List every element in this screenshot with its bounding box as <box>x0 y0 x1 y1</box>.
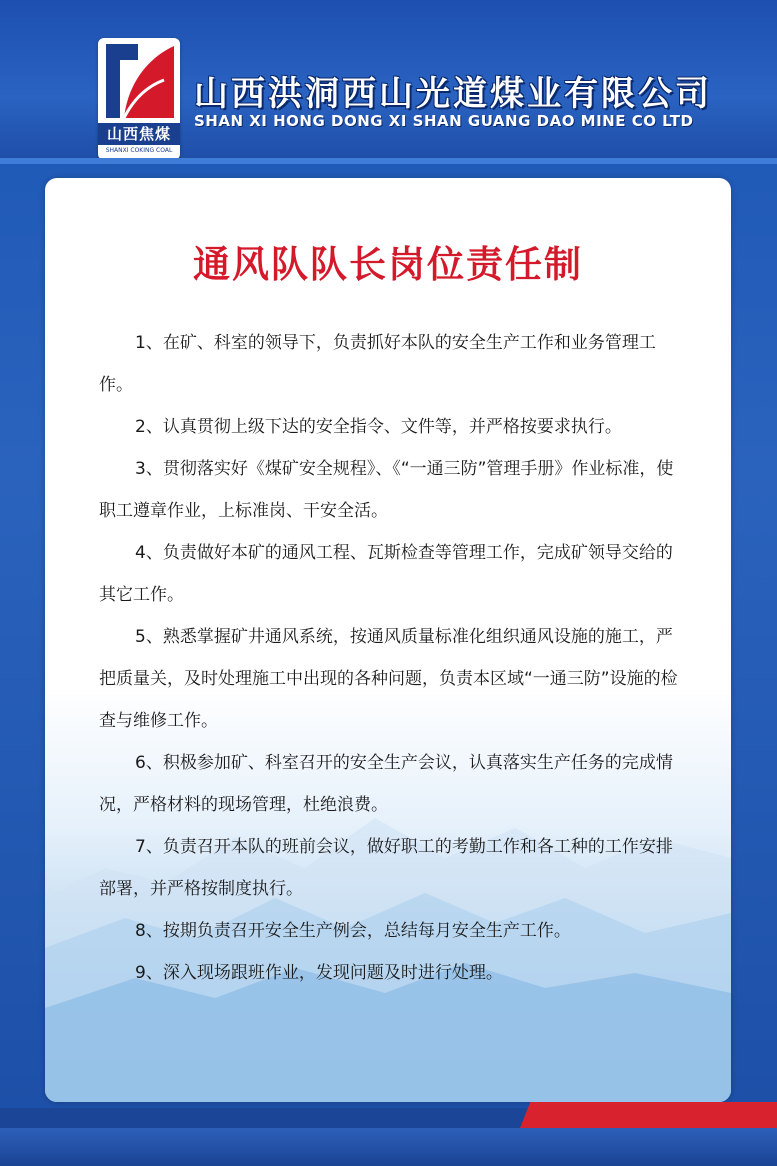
company-name-en: SHAN XI HONG DONG XI SHAN GUANG DAO MINE CO LTD <box>194 112 694 130</box>
list-item: 9、深入现场跟班作业，发现问题及时进行处理。 <box>135 963 503 983</box>
list-item: 3、贯彻落实好《煤矿安全规程》、《“一通三防”管理手册》作业标准，使职工遵章作业，上标准岗、干安全活。 <box>99 459 674 521</box>
list-item: 4、负责做好本矿的通风工程、瓦斯检查等管理工作，完成矿领导交给的其它工作。 <box>99 543 673 605</box>
list-item: 7、负责召开本队的班前会议，做好职工的考勤工作和各工种的工作安排部署，并严格按制度执行。 <box>99 837 673 899</box>
logo-emblem-icon <box>98 38 180 124</box>
list-item: 1、在矿、科室的领导下，负责抓好本队的安全生产工作和业务管理工作。 <box>99 333 656 395</box>
list-item: 2、认真贯彻上级下达的安全指令、文件等，并严格按要求执行。 <box>135 417 622 437</box>
document-body <box>99 322 685 994</box>
list-item: 6、积极参加矿、科室召开的安全生产会议，认真落实生产任务的完成情况，严格材料的现场管理，杜绝浪费。 <box>99 753 673 815</box>
document-title: 通风队队长岗位责任制 <box>193 243 583 286</box>
logo-label-en: SHANXI COKING COAL <box>105 147 173 154</box>
logo-label-cn: 山西焦煤 <box>98 123 180 145</box>
header-banner <box>0 0 777 160</box>
list-item: 5、熟悉掌握矿井通风系统，按通风质量标准化组织通风设施的施工，严把质量关，及时处理施工中出现的各种问题，负责本区域“一通三防”设施的检查与维修工作。 <box>99 627 678 731</box>
company-logo <box>98 38 180 160</box>
company-name-cn: 山西洪洞西山光道煤业有限公司 <box>194 74 712 114</box>
footer-strip <box>0 1128 777 1166</box>
content-panel <box>45 178 731 1102</box>
header-divider <box>0 158 777 164</box>
footer-red-accent <box>520 1102 777 1128</box>
list-item: 8、按期负责召开安全生产例会，总结每月安全生产工作。 <box>135 921 571 941</box>
